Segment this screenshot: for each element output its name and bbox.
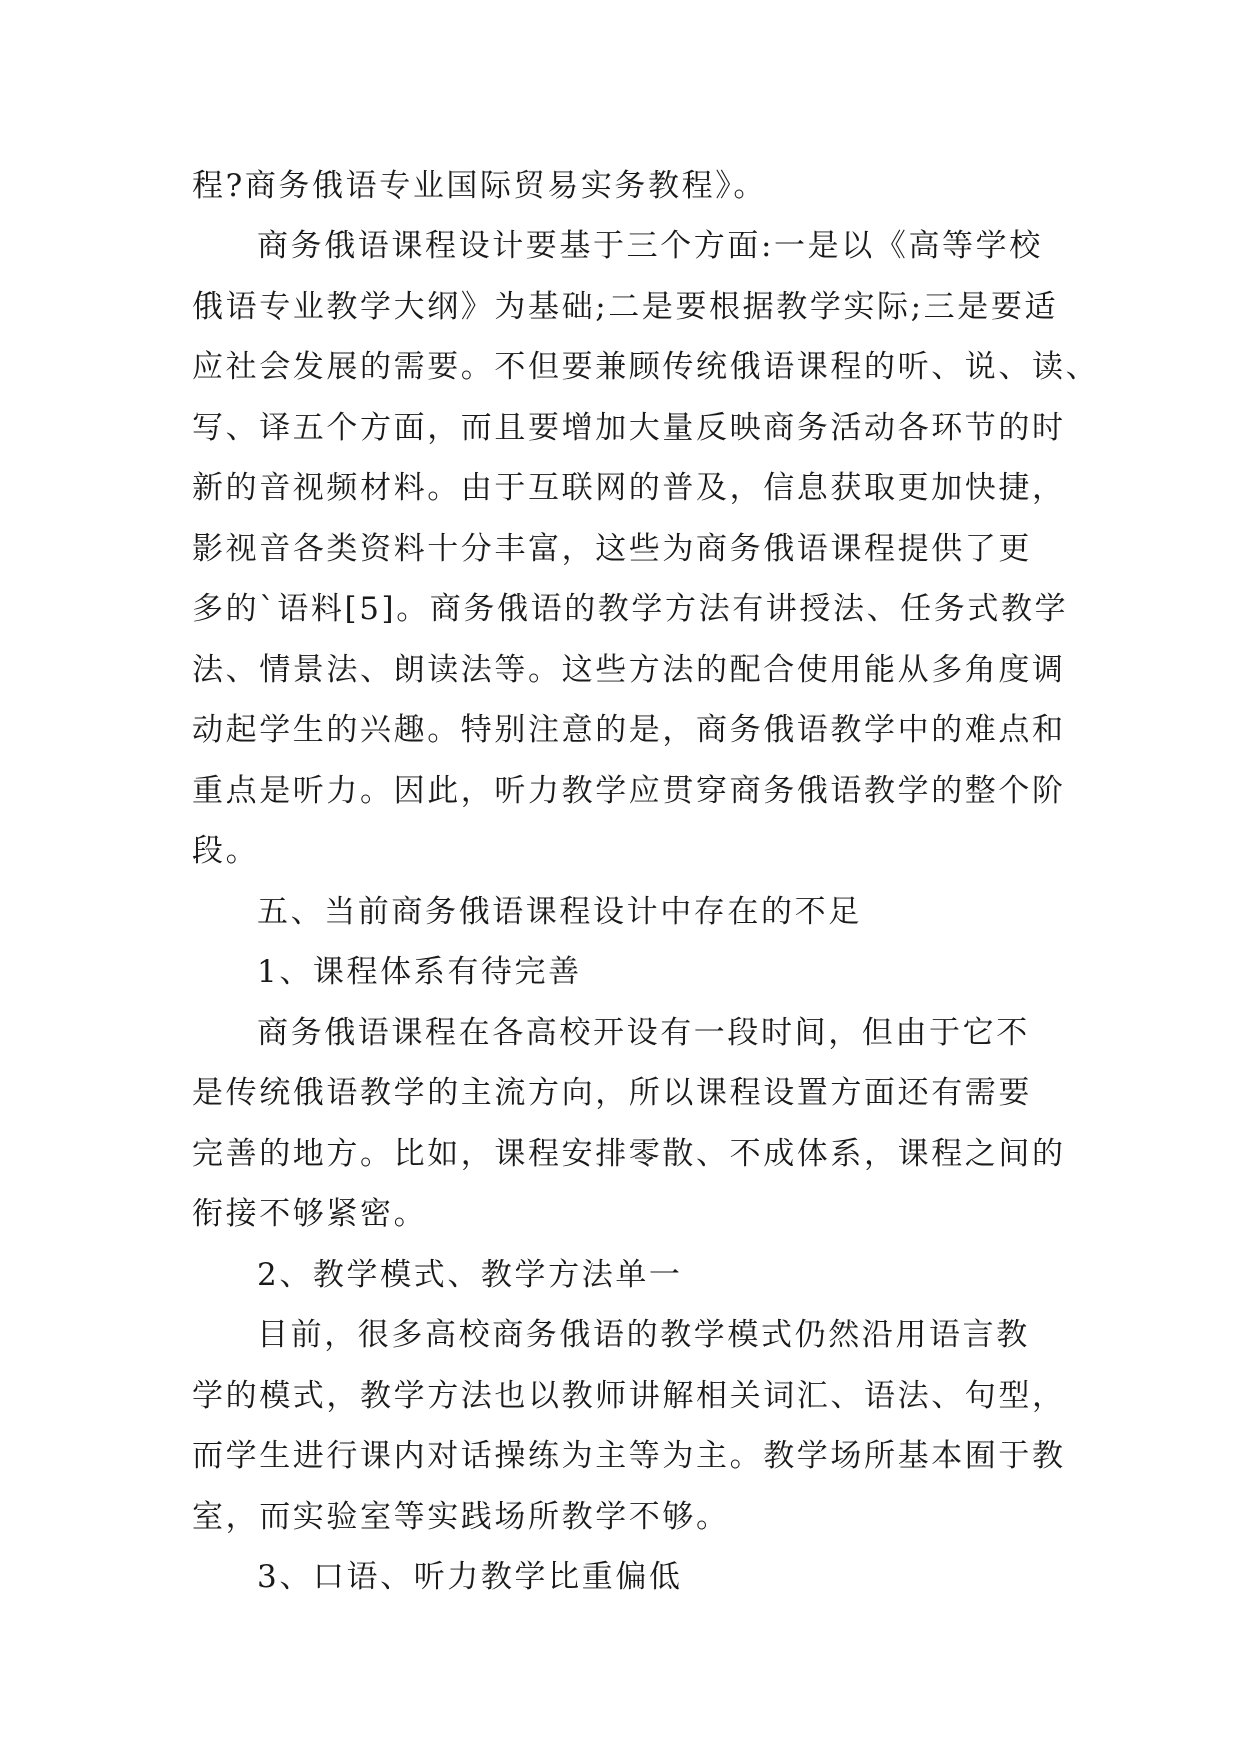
text-line: 动起学生的兴趣。特别注意的是，商务俄语教学中的难点和 <box>192 712 1066 748</box>
subsection-heading: 2、教学模式、教学方法单一 <box>257 1257 683 1293</box>
text-line: 重点是听力。因此，听力教学应贯穿商务俄语教学的整个阶 <box>192 773 1066 809</box>
text-line: 是传统俄语教学的主流方向，所以课程设置方面还有需要 <box>192 1075 1032 1111</box>
text-line: 而学生进行课内对话操练为主等为主。教学场所基本囿于教 <box>192 1438 1066 1474</box>
text-line: 衔接不够紧密。 <box>192 1196 428 1232</box>
subsection-heading: 1、课程体系有待完善 <box>257 954 582 990</box>
text-line: 完善的地方。比如，课程安排零散、不成体系，课程之间的 <box>192 1136 1066 1172</box>
paragraph-first-line: 目前，很多高校商务俄语的教学模式仍然沿用语言教 <box>257 1317 1030 1353</box>
text-line: 法、情景法、朗读法等。这些方法的配合使用能从多角度调 <box>192 652 1066 688</box>
subsection-heading: 3、口语、听力教学比重偏低 <box>257 1559 683 1595</box>
text-line: 多的`语料[5]。商务俄语的教学方法有讲授法、任务式教学 <box>192 591 1069 627</box>
paragraph-first-line: 商务俄语课程在各高校开设有一段时间，但由于它不 <box>257 1015 1030 1051</box>
text-line: 影视音各类资料十分丰富，这些为商务俄语课程提供了更 <box>192 531 1032 567</box>
paragraph-first-line: 商务俄语课程设计要基于三个方面:一是以《高等学校 <box>257 228 1043 264</box>
text-line: 学的模式，教学方法也以教师讲解相关词汇、语法、句型， <box>192 1378 1066 1414</box>
section-heading: 五、当前商务俄语课程设计中存在的不足 <box>257 894 862 930</box>
text-line: 室，而实验室等实践场所教学不够。 <box>192 1499 730 1535</box>
text-line: 俄语专业教学大纲》为基础;二是要根据教学实际;三是要适 <box>192 289 1059 325</box>
text-line: 程?商务俄语专业国际贸易实务教程》。 <box>192 168 767 204</box>
text-line: 应社会发展的需要。不但要兼顾传统俄语课程的听、说、读、 <box>192 349 1100 385</box>
text-line: 新的音视频材料。由于互联网的普及，信息获取更加快捷， <box>192 470 1066 506</box>
text-line: 写、译五个方面，而且要增加大量反映商务活动各环节的时 <box>192 410 1066 446</box>
text-line: 段。 <box>192 833 260 869</box>
